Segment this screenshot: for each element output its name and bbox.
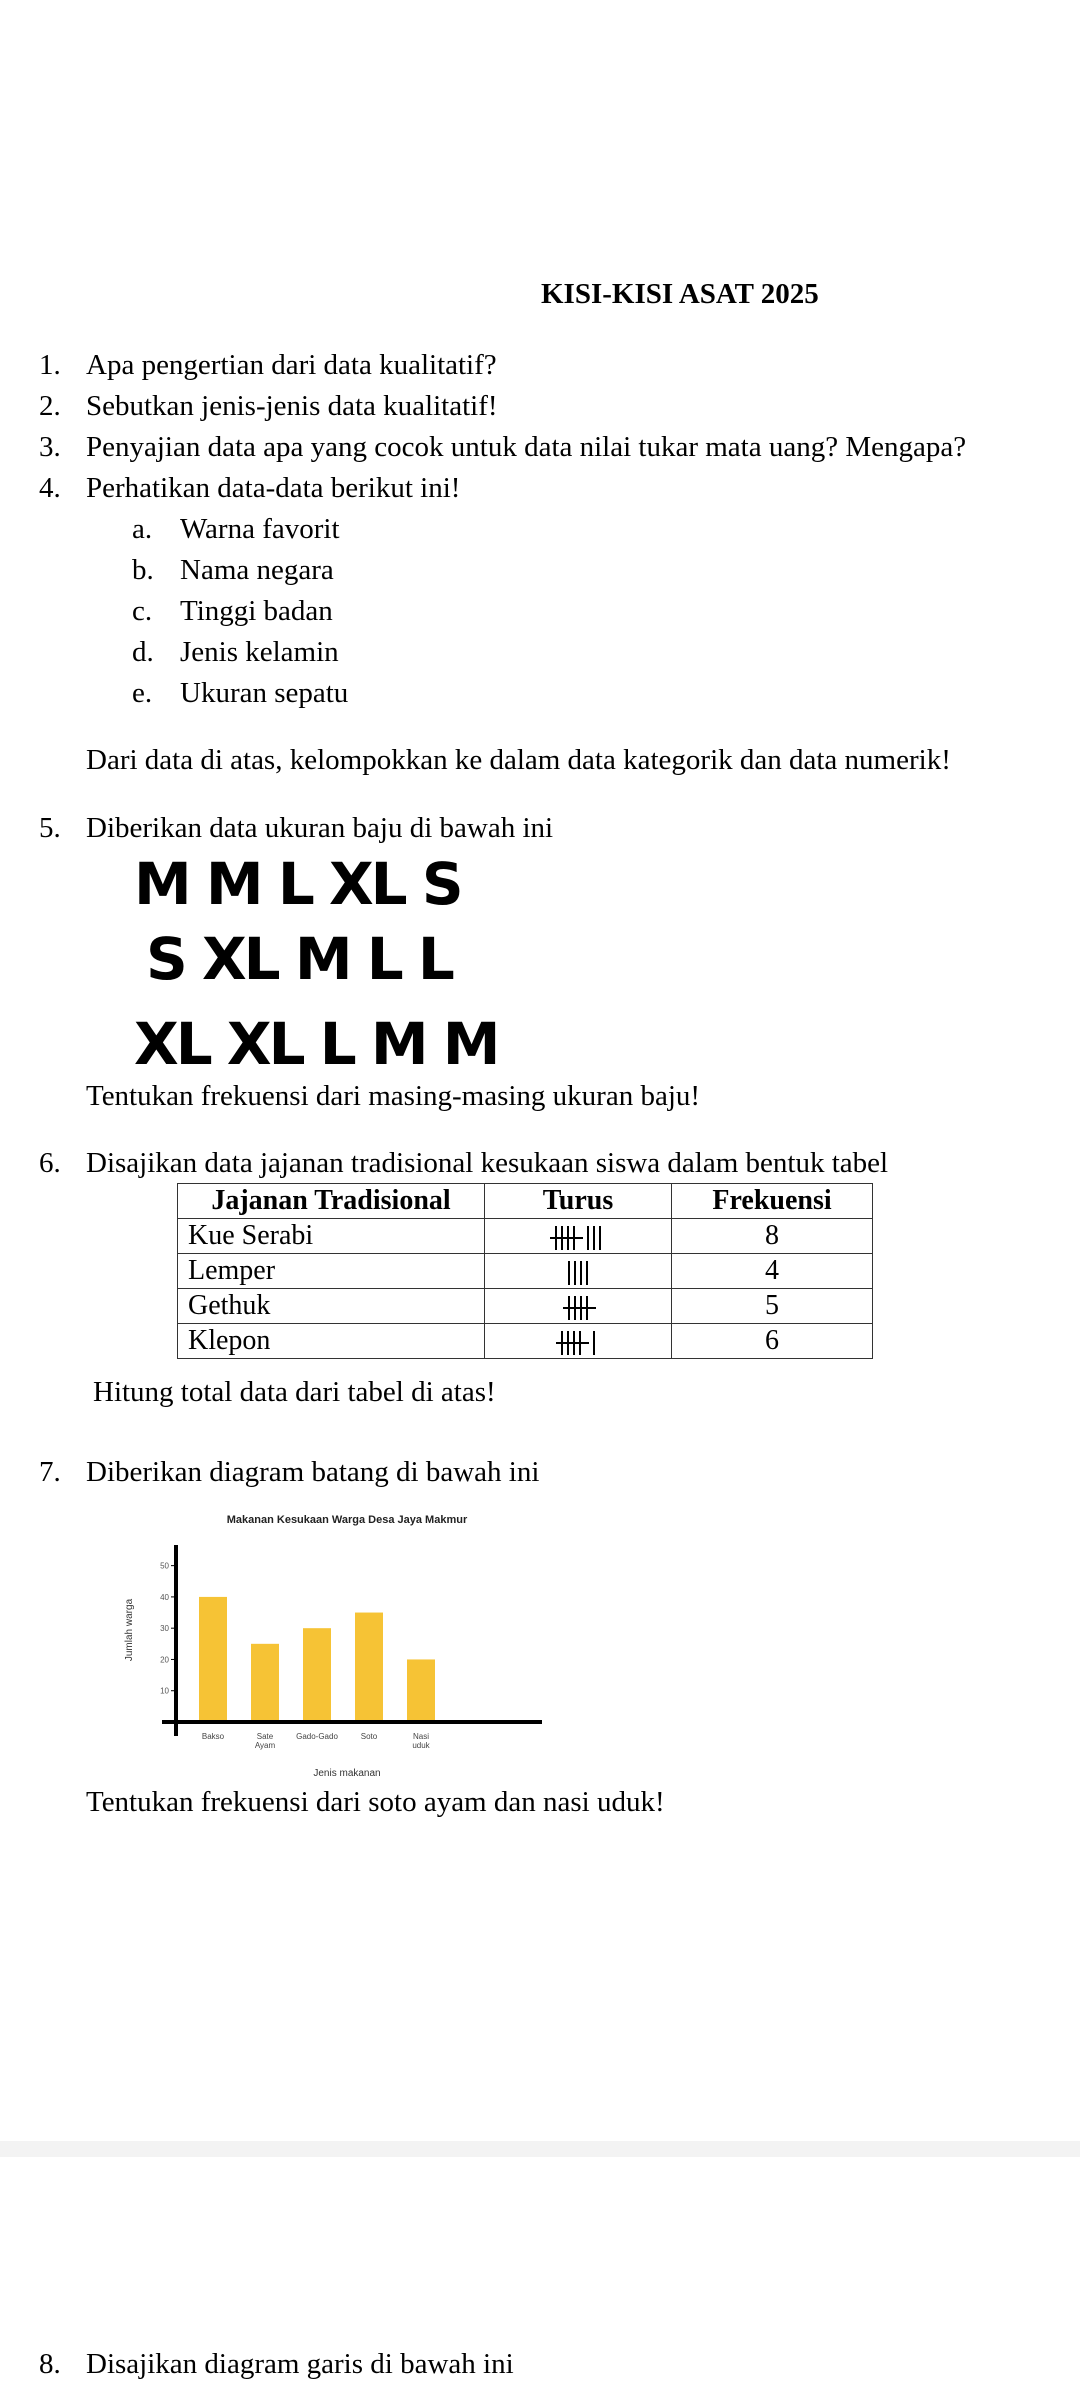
y-tick-label: 20 <box>160 1655 169 1665</box>
table-row <box>178 1254 873 1289</box>
question-text: Apa pengertian dari data kualitatif? <box>86 349 497 381</box>
tally-stroke <box>580 1261 582 1285</box>
column-header: Frekuensi <box>672 1184 873 1219</box>
question-number: 1. <box>39 349 61 381</box>
tally-stroke <box>574 1261 576 1285</box>
bar-nasi-uduk <box>407 1659 435 1722</box>
tally-group-five <box>568 1296 588 1320</box>
snack-name: Kue Serabi <box>178 1219 485 1254</box>
table-header-row <box>178 1184 873 1219</box>
tally-group <box>593 1331 595 1355</box>
y-tick-label: 40 <box>160 1592 169 1602</box>
page-separator <box>0 2141 1080 2157</box>
tally-marks <box>555 1226 601 1250</box>
bar-soto <box>355 1613 383 1722</box>
question-text: Perhatikan data-data berikut ini! <box>86 472 461 504</box>
x-tick-label: Ayam <box>254 1741 276 1750</box>
tally-marks <box>561 1331 595 1355</box>
tally-group <box>587 1226 601 1250</box>
x-tick-label: Soto <box>360 1732 378 1741</box>
x-tick-label: uduk <box>412 1741 430 1750</box>
snack-frequency-table <box>177 1183 873 1359</box>
option-letter: c. <box>132 595 153 627</box>
question-number: 2. <box>39 390 61 422</box>
question-text: Sebutkan jenis-jenis data kualitatif! <box>86 390 498 422</box>
column-header: Jajanan Tradisional <box>178 1184 485 1219</box>
option-text: Jenis kelamin <box>180 636 339 668</box>
frequency-value: 5 <box>672 1289 873 1324</box>
shirt-size-row: M M L XL S <box>134 850 461 918</box>
tally-cell <box>485 1254 672 1289</box>
question-text: Diberikan diagram batang di bawah ini <box>86 1456 540 1488</box>
tally-stroke <box>587 1226 589 1250</box>
tally-strike <box>556 1342 589 1344</box>
snack-name: Lemper <box>178 1254 485 1289</box>
frequency-value: 4 <box>672 1254 873 1289</box>
tally-stroke <box>593 1226 595 1250</box>
tally-stroke <box>593 1331 595 1355</box>
tally-stroke <box>586 1261 588 1285</box>
table-row <box>178 1219 873 1254</box>
chart-title: Makanan Kesukaan Warga Desa Jaya Makmur <box>226 1514 468 1526</box>
y-tick-label: 10 <box>160 1686 169 1696</box>
option-letter: b. <box>132 554 154 586</box>
snack-name: Gethuk <box>178 1289 485 1324</box>
x-axis-label: Jenis makanan <box>313 1768 381 1779</box>
option-letter: e. <box>132 677 153 709</box>
document-page-2 <box>0 2157 1080 2400</box>
shirt-size-row: S XL M L L <box>146 925 452 993</box>
x-tick-label: Gado-Gado <box>296 1732 338 1741</box>
bar-bakso <box>199 1597 227 1722</box>
frequency-value: 8 <box>672 1219 873 1254</box>
snack-name: Klepon <box>178 1324 485 1359</box>
tally-group <box>568 1261 588 1285</box>
tally-marks <box>568 1261 588 1285</box>
question-number: 4. <box>39 472 61 504</box>
frequency-value: 6 <box>672 1324 873 1359</box>
tally-stroke <box>599 1226 601 1250</box>
tally-cell <box>485 1289 672 1324</box>
question-5-instruction: Tentukan frekuensi dari masing-masing ukuran baju! <box>86 1080 701 1112</box>
x-tick-label: Bakso <box>201 1732 225 1741</box>
question-text: Penyajian data apa yang cocok untuk data nilai tukar mata uang? Mengapa? <box>86 431 967 463</box>
tally-marks <box>568 1296 588 1320</box>
question-text: Disajikan data jajanan tradisional kesukaan siswa dalam bentuk tabel <box>86 1147 889 1179</box>
option-text: Nama negara <box>180 554 334 586</box>
question-number: 8. <box>39 2348 61 2380</box>
x-tick-label: Nasi <box>412 1732 430 1741</box>
tally-cell <box>485 1324 672 1359</box>
question-text: Diberikan data ukuran baju di bawah ini <box>86 812 554 844</box>
tally-strike <box>563 1307 596 1309</box>
question-6-instruction: Hitung total data dari tabel di atas! <box>93 1376 496 1408</box>
table-row <box>178 1324 873 1359</box>
document-title: KISI-KISI ASAT 2025 <box>541 278 819 310</box>
tally-cell <box>485 1219 672 1254</box>
tally-strike <box>550 1237 583 1239</box>
question-text: Disajikan diagram garis di bawah ini <box>86 2348 514 2380</box>
option-letter: a. <box>132 513 153 545</box>
tally-stroke <box>568 1261 570 1285</box>
tally-group-five <box>555 1226 575 1250</box>
bar-chart <box>110 1500 560 1780</box>
y-tick-label: 30 <box>160 1624 169 1634</box>
question-7-instruction: Tentukan frekuensi dari soto ayam dan nasi uduk! <box>86 1786 665 1818</box>
question-number: 3. <box>39 431 61 463</box>
x-tick-label: Sate <box>256 1732 274 1741</box>
option-letter: d. <box>132 636 154 668</box>
question-4-instruction: Dari data di atas, kelompokkan ke dalam data kategorik dan data numerik! <box>86 744 951 776</box>
option-text: Tinggi badan <box>180 595 333 627</box>
shirt-size-row: XL XL L M M <box>134 1010 498 1078</box>
column-header: Turus <box>485 1184 672 1219</box>
option-text: Ukuran sepatu <box>180 677 349 709</box>
bar-gado-gado <box>303 1628 331 1722</box>
bar-sate-ayam <box>251 1644 279 1722</box>
table-row <box>178 1289 873 1324</box>
y-tick-label: 50 <box>160 1561 169 1571</box>
y-axis-label: Jumlah warga <box>124 1598 135 1662</box>
question-number: 5. <box>39 812 61 844</box>
question-number: 7. <box>39 1456 61 1488</box>
tally-group-five <box>561 1331 581 1355</box>
option-text: Warna favorit <box>180 513 340 545</box>
question-number: 6. <box>39 1147 61 1179</box>
